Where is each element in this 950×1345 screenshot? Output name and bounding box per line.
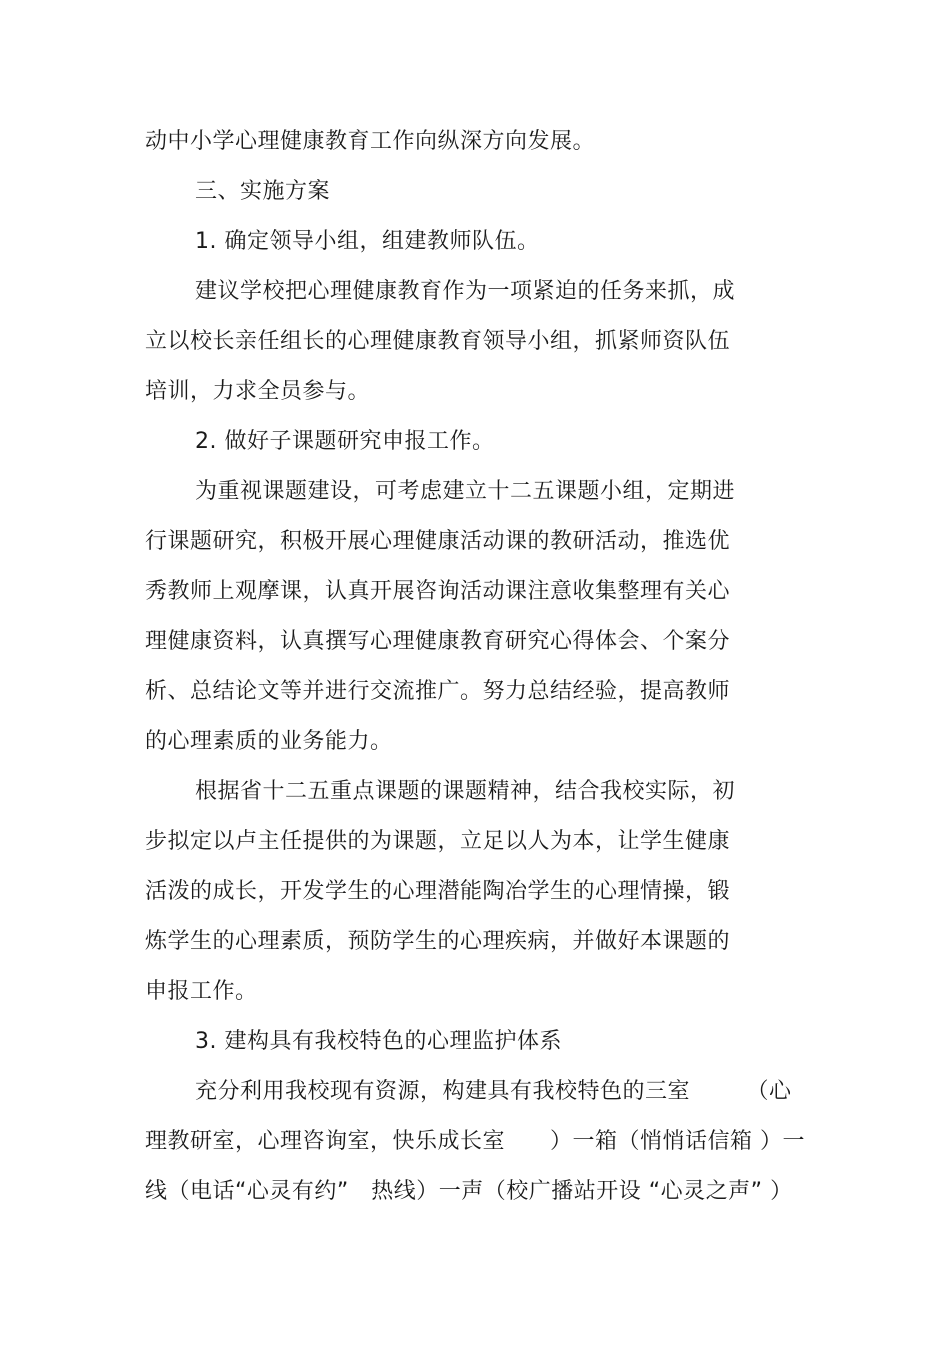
paragraph-line: 理健康资料，认真撰写心理健康教育研究心得体会、个案分 — [145, 629, 731, 654]
paragraph-line: 行课题研究，积极开展心理健康活动课的教研活动，推选优 — [145, 529, 731, 554]
paragraph-line: 的心理素质的业务能力。 — [145, 729, 393, 754]
paragraph-line: 步拟定以卢主任提供的为课题，立足以人为本，让学生健康 — [145, 829, 731, 854]
paragraph-line: 线（电话“心灵有约” 热线）一声（校广播站开设 “心灵之声” ） — [145, 1179, 793, 1204]
paragraph-line: 理教研室，心理咨询室，快乐成长室 ）一箱（悄悄话信箱 ）一 — [145, 1129, 805, 1154]
paragraph-line: 秀教师上观摩课，认真开展咨询活动课注意收集整理有关心 — [145, 579, 731, 604]
section-heading: 三、实施方案 — [195, 179, 331, 204]
paragraph-line: 培训，力求全员参与。 — [145, 379, 371, 404]
paragraph-line: 申报工作。 — [145, 979, 258, 1004]
subsection-heading: 3. 建构具有我校特色的心理监护体系 — [195, 1029, 562, 1054]
paragraph-line: 活泼的成长，开发学生的心理潜能陶冶学生的心理情操，锻 — [145, 879, 731, 904]
paragraph-line: 析、总结论文等并进行交流推广。努力总结经验，提高教师 — [145, 679, 731, 704]
subsection-heading: 2. 做好子课题研究申报工作。 — [195, 429, 495, 454]
paragraph-line: 建议学校把心理健康教育作为一项紧迫的任务来抓，成 — [195, 279, 736, 304]
paragraph-line: 动中小学心理健康教育工作向纵深方向发展。 — [145, 129, 596, 154]
subsection-heading: 1. 确定领导小组，组建教师队伍。 — [195, 229, 540, 254]
paragraph-line: 炼学生的心理素质，预防学生的心理疾病，并做好本课题的 — [145, 929, 731, 954]
paragraph-line: 立以校长亲任组长的心理健康教育领导小组，抓紧师资队伍 — [145, 329, 731, 354]
paragraph-line: 根据省十二五重点课题的课题精神，结合我校实际，初 — [195, 779, 736, 804]
paragraph-line: 为重视课题建设，可考虑建立十二五课题小组，定期进 — [195, 479, 736, 504]
paragraph-line: 充分利用我校现有资源，构建具有我校特色的三室 （心 — [195, 1079, 792, 1104]
